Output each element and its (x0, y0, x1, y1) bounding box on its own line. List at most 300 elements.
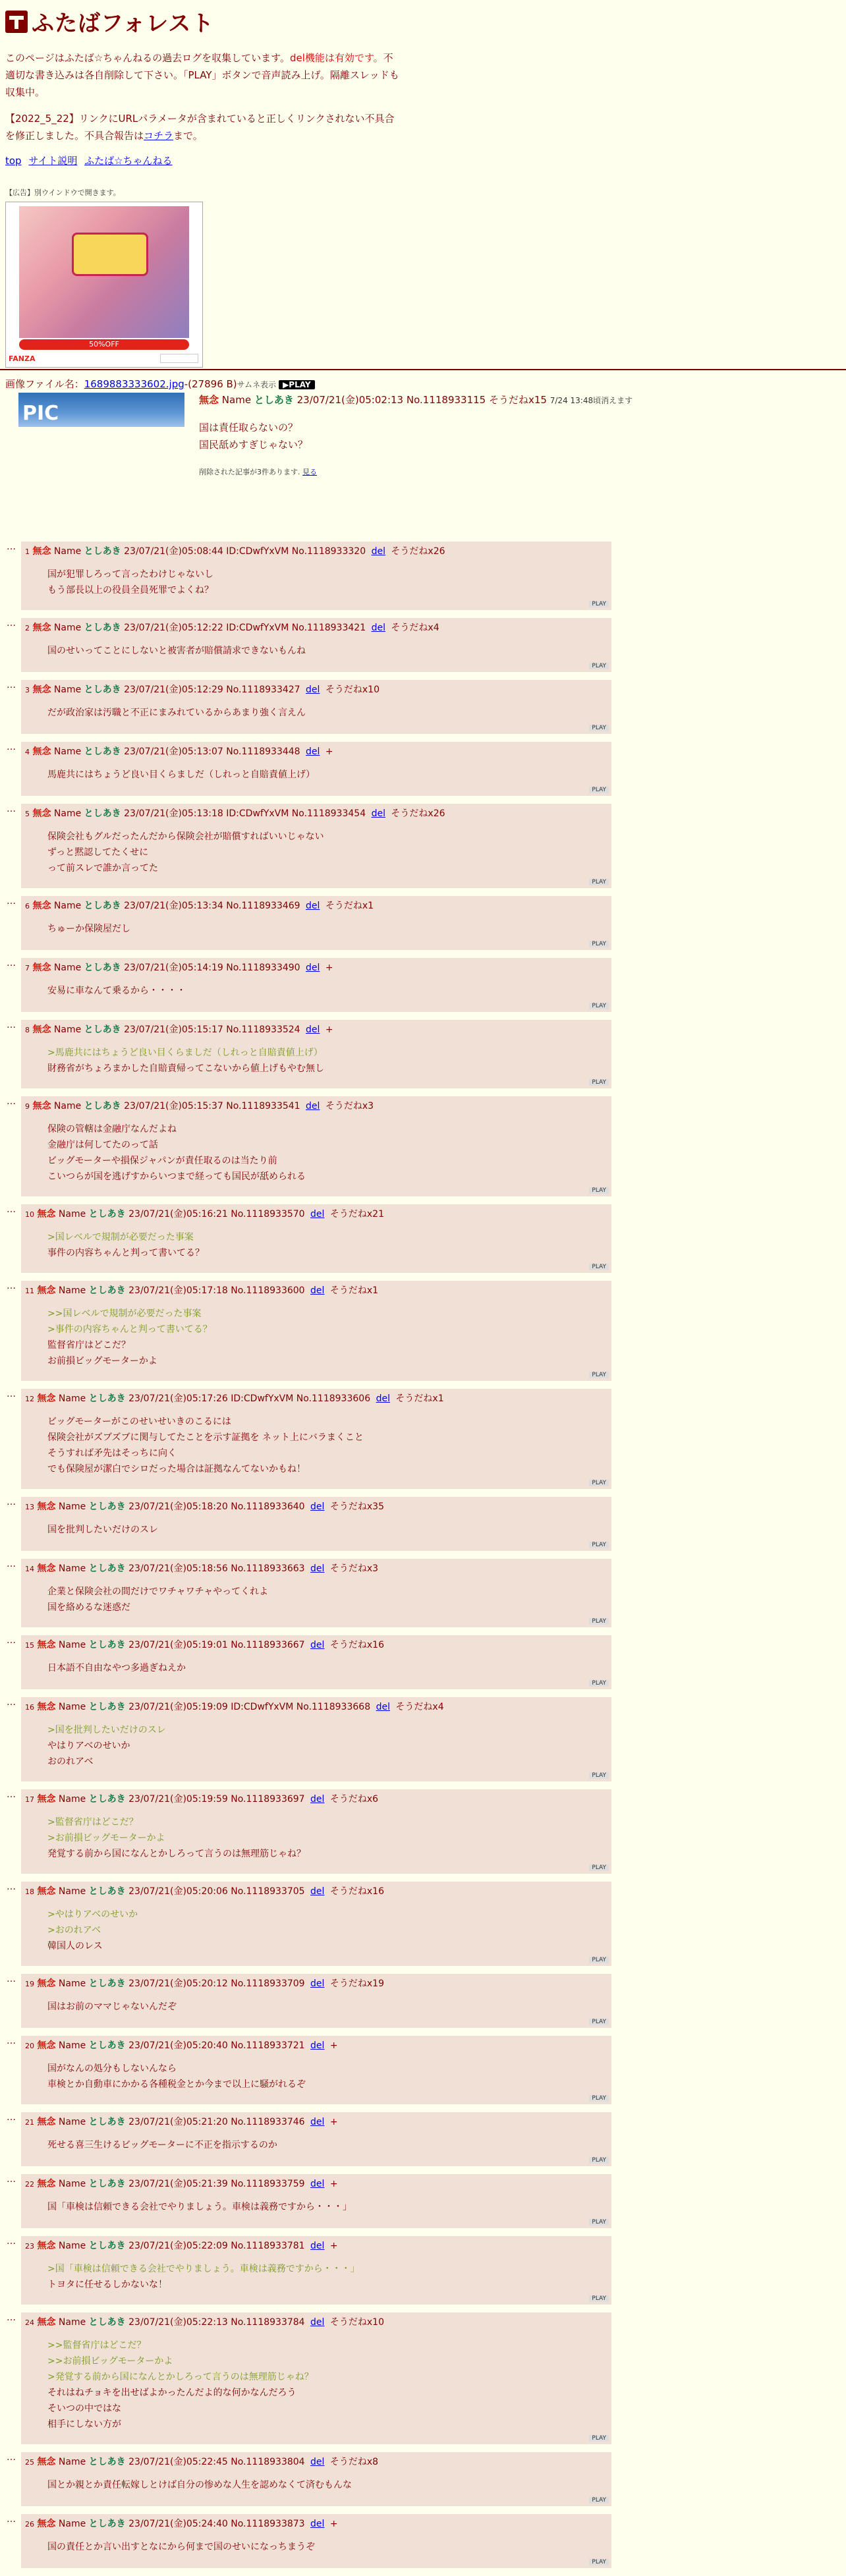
soudane-button[interactable]: そうだねx16 (329, 1640, 384, 1650)
reply-post (7, 958, 611, 1012)
reply-list (5, 542, 611, 2576)
op-line: 国民舐めすぎじゃない？ (199, 439, 308, 451)
reply-subject: 無念 (32, 1101, 51, 1111)
image-file-link[interactable]: 1689883333602.jpg (84, 378, 184, 390)
reply-index: 7 (25, 964, 30, 972)
reply-post-number[interactable]: No.1118933454 (291, 808, 366, 819)
reply-menu-icon[interactable]: … (7, 1389, 16, 1399)
reply-subject: 無念 (37, 2317, 56, 2328)
reply-play-button[interactable]: PLAY (589, 2497, 609, 2504)
reply-menu-icon[interactable]: … (7, 1020, 16, 1030)
reply-play-button[interactable]: PLAY (589, 663, 609, 669)
intro-text: このページはふたば☆ちゃんねるの過去ログを収集しています。 (5, 52, 290, 64)
reply-menu-icon[interactable]: … (7, 1559, 16, 1569)
soudane-button[interactable]: そうだねx21 (329, 1209, 384, 1219)
site-title[interactable]: ふたばフォレスト (32, 11, 215, 37)
reply-post-number[interactable]: No.1118933721 (231, 2040, 305, 2051)
reply-menu-icon[interactable]: … (7, 2174, 16, 2185)
reply-name: としあき (84, 685, 121, 695)
thumb-note: サムネ表示 (237, 380, 277, 389)
reply-name: としあき (84, 1024, 121, 1035)
report-link[interactable]: コチラ (144, 130, 174, 142)
reply-post (7, 2312, 611, 2444)
soudane-button[interactable]: そうだねx35 (329, 1501, 384, 1512)
reply-play-button[interactable]: PLAY (589, 879, 609, 885)
reply-menu-icon[interactable]: … (7, 2236, 16, 2247)
reply-line: 企業と保険会社の間だけでワチャワチャやってくれよ (47, 1586, 269, 1597)
del-link[interactable]: del (306, 685, 320, 695)
reply-play-button[interactable]: PLAY (589, 1772, 609, 1779)
reply-index: 16 (25, 1703, 34, 1712)
soudane-button[interactable]: + (329, 2519, 338, 2529)
reply-post (7, 1281, 611, 1381)
reply-play-button[interactable]: PLAY (589, 787, 609, 793)
reply-meta (25, 2115, 606, 2128)
reply-name: としあき (84, 546, 121, 557)
quoted-line: >事件の内容ちゃんと判って書いてる？ (47, 1324, 212, 1335)
reply-datetime: 23/07/21(金)05:21:20 (128, 2117, 228, 2127)
reply-subject: 無念 (37, 2117, 56, 2127)
reply-post-number[interactable]: No.1118933663 (231, 1563, 305, 1574)
reply-subject: 無念 (37, 1640, 56, 1650)
reply-name-label: Name (53, 1024, 82, 1035)
soudane-button[interactable]: + (329, 2040, 338, 2051)
reply-meta (25, 1099, 606, 1112)
reply-datetime: 23/07/21(金)05:19:09 (128, 1702, 228, 1712)
reply-play-button[interactable]: PLAY (589, 1680, 609, 1687)
reply-name-label: Name (53, 685, 82, 695)
soudane-button[interactable]: + (329, 2241, 338, 2251)
reply-line: それはねチョキを出せばよかったんだよ的な何かなんだろう (47, 2388, 296, 2398)
ad-banner[interactable] (5, 202, 203, 368)
reply-post-number[interactable]: No.1118933784 (231, 2317, 305, 2328)
reply-meta (25, 621, 606, 634)
soudane-button[interactable]: + (325, 963, 333, 973)
image-file-label: 画像ファイル名： (5, 378, 84, 390)
reply-line: 事件の内容ちゃんと判って書いてる？ (47, 1248, 204, 1258)
reply-name-label: Name (58, 2179, 86, 2189)
reply-body (47, 2477, 606, 2493)
reply-line: 国が犯罪しろって言ったわけじゃないし (47, 569, 213, 580)
reply-post-number[interactable]: No.1118933448 (226, 746, 300, 757)
soudane-button[interactable]: そうだねx10 (325, 685, 380, 695)
del-link[interactable]: del (306, 1101, 320, 1111)
reply-post (7, 742, 611, 796)
reply-name: としあき (88, 1285, 126, 1296)
reply-menu-icon[interactable]: … (7, 1204, 16, 1215)
reply-datetime: 23/07/21(金)05:18:56 (128, 1563, 228, 1574)
reply-datetime: 23/07/21(金)05:15:17 (124, 1024, 223, 1035)
reply-line: そいつの中ではな (47, 2403, 121, 2414)
futaba-link[interactable]: ふたば☆ちゃんねる (84, 155, 173, 167)
soudane-button[interactable]: そうだねx4 (395, 1702, 444, 1712)
reply-subject: 無念 (37, 1501, 56, 1512)
reply-name-label: Name (58, 1209, 86, 1219)
soudane-button[interactable]: そうだねx4 (391, 623, 439, 633)
reply-index: 5 (25, 810, 30, 818)
del-link[interactable]: del (310, 2117, 325, 2127)
reply-menu-icon[interactable]: … (7, 2514, 16, 2525)
del-link[interactable]: del (371, 623, 385, 633)
reply-index: 25 (25, 2458, 34, 2467)
del-link[interactable]: del (310, 1563, 325, 1574)
reply-play-button[interactable]: PLAY (589, 601, 609, 607)
reply-post (7, 2174, 611, 2228)
reply-play-button[interactable]: PLAY (589, 2559, 609, 2565)
reply-menu-icon[interactable]: … (7, 1281, 16, 1291)
reply-body (47, 1522, 606, 1538)
del-link[interactable]: del (371, 546, 385, 557)
soudane-button[interactable]: + (325, 1024, 333, 1035)
reply-meta (25, 2455, 606, 2468)
del-link[interactable]: del (306, 1024, 320, 1035)
reply-play-button[interactable]: PLAY (589, 1480, 609, 1486)
reply-post (7, 1882, 611, 1966)
reply-menu-icon[interactable]: … (7, 2036, 16, 2046)
reply-line: 国のせいってことにしないと被害者が賠償請求できないもんね (47, 646, 306, 656)
del-link[interactable]: del (310, 1285, 325, 1296)
reply-body (47, 1584, 606, 1615)
reply-menu-icon[interactable]: … (7, 542, 16, 552)
reply-post (7, 1389, 611, 1489)
del-link[interactable]: del (310, 1794, 325, 1805)
reply-menu-icon[interactable]: … (7, 1697, 16, 1708)
reply-datetime: 23/07/21(金)05:08:44 (124, 546, 223, 557)
soudane-button[interactable]: そうだねx16 (329, 1886, 384, 1897)
reply-play-button[interactable]: PLAY (589, 1372, 609, 1378)
reply-index: 24 (25, 2318, 34, 2327)
del-link[interactable]: del (376, 1702, 390, 1712)
reply-index: 26 (25, 2520, 34, 2529)
reply-name: としあき (88, 1640, 126, 1650)
soudane-button[interactable]: そうだねx1 (329, 1285, 379, 1296)
reply-body (47, 983, 606, 999)
reply-name-label: Name (58, 1501, 86, 1512)
reply-post-number[interactable]: No.1118933804 (231, 2457, 305, 2467)
quoted-line: >お前損ビッグモーターかよ (47, 1833, 165, 1843)
del-link[interactable]: del (310, 2040, 325, 2051)
reply-post-number[interactable]: No.1118933746 (231, 2117, 305, 2127)
reply-menu-icon[interactable]: … (7, 2112, 16, 2123)
reply-menu-icon[interactable]: … (7, 1789, 16, 1800)
reply-index: 3 (25, 686, 30, 694)
soudane-button[interactable]: そうだねx10 (329, 2317, 384, 2328)
reply-datetime: 23/07/21(金)05:13:34 (124, 901, 223, 911)
reply-meta (25, 2038, 606, 2052)
divider (0, 369, 846, 370)
reply-post-number[interactable]: No.1118933570 (231, 1209, 305, 1219)
reply-post-number[interactable]: No.1118933759 (231, 2179, 305, 2189)
reply-post-number[interactable]: No.1118933667 (231, 1640, 305, 1650)
reply-body (47, 705, 606, 721)
reply-post-number[interactable]: No.1118933709 (231, 1978, 305, 1989)
reply-line: 馬鹿共にはちょうど良い目くらましだ（しれっと自賠責値上げ） (47, 770, 315, 780)
soudane-button[interactable]: そうだねx26 (391, 546, 445, 557)
reply-index: 6 (25, 902, 30, 910)
reply-post-number[interactable]: No.1118933873 (231, 2519, 305, 2529)
reply-post-number[interactable]: No.1118933524 (226, 1024, 300, 1035)
op-soudane-button[interactable]: そうだねx15 (489, 394, 547, 406)
reply-post (7, 680, 611, 734)
ad-discount[interactable]: 50%OFF (19, 339, 189, 350)
del-link[interactable]: del (310, 1886, 325, 1897)
reply-subject: 無念 (32, 963, 51, 973)
top-link[interactable]: top (5, 155, 22, 167)
soudane-button[interactable]: + (325, 746, 333, 757)
reply-menu-icon[interactable]: … (7, 958, 16, 968)
reply-post-number[interactable]: No.1118933697 (231, 1794, 305, 1805)
reply-name: としあき (88, 1702, 126, 1712)
reply-post-number[interactable]: No.1118933490 (226, 963, 300, 973)
del-link[interactable]: del (310, 1501, 325, 1512)
del-link[interactable]: del (306, 963, 320, 973)
del-link[interactable]: del (371, 808, 385, 819)
soudane-button[interactable]: そうだねx1 (395, 1393, 444, 1404)
reply-post (7, 1789, 611, 1874)
reply-body (47, 1660, 606, 1676)
soudane-button[interactable]: そうだねx19 (329, 1978, 384, 1989)
reply-subject: 無念 (37, 2179, 56, 2189)
reply-line: こいつらが国を逃げすからいつまで経っても国民が舐められる (47, 1171, 306, 1182)
quoted-line: >国を批判したいだけのスレ (47, 1725, 166, 1735)
soudane-button[interactable]: そうだねx26 (391, 808, 445, 819)
reply-body (47, 643, 606, 659)
reply-post (7, 2236, 611, 2305)
soudane-button[interactable]: そうだねx3 (329, 1563, 379, 1574)
reply-subject: 無念 (37, 1393, 56, 1404)
quoted-line: >やはりアベのせいか (47, 1909, 138, 1920)
reply-index: 21 (25, 2118, 34, 2127)
del-link[interactable]: del (310, 1209, 325, 1219)
reply-id: ID:CDwfYxVM (231, 1393, 294, 1404)
thread-op (5, 377, 842, 476)
intro-del-notice: del機能は有効です。 (289, 52, 383, 64)
reply-name-label: Name (58, 1285, 86, 1296)
reply-subject: 無念 (37, 1285, 56, 1296)
reply-menu-icon[interactable]: … (7, 2312, 16, 2323)
op-line: 国は責任取らないの？ (199, 422, 298, 434)
reply-name-label: Name (58, 1794, 86, 1805)
reply-body (47, 921, 606, 937)
ad-brand-logo[interactable]: FANZA (9, 354, 36, 363)
reply-play-button[interactable]: PLAY (589, 1079, 609, 1086)
reply-menu-icon[interactable]: … (7, 1882, 16, 1892)
site-info-link[interactable]: サイト説明 (28, 155, 78, 167)
reply-post-number[interactable]: No.1118933421 (291, 623, 366, 633)
reply-name: としあき (84, 746, 121, 757)
reply-post (7, 1559, 611, 1627)
reply-subject: 無念 (37, 2241, 56, 2251)
reply-play-button[interactable]: PLAY (589, 2095, 609, 2102)
reply-post-number[interactable]: No.1118933427 (226, 685, 300, 695)
reply-body (47, 1045, 606, 1077)
reply-datetime: 23/07/21(金)05:20:40 (128, 2040, 228, 2051)
del-link[interactable]: del (306, 901, 320, 911)
reply-name-label: Name (58, 1563, 86, 1574)
reply-play-button[interactable]: PLAY (589, 1003, 609, 1009)
reply-post-number[interactable]: No.1118933705 (231, 1886, 305, 1897)
quoted-line: >おのれアベ (47, 1925, 101, 1936)
soudane-button[interactable]: そうだねx1 (325, 901, 374, 911)
reply-menu-icon[interactable]: … (7, 618, 16, 629)
thumb-text: PIC (22, 402, 59, 425)
reply-datetime: 23/07/21(金)05:22:45 (128, 2457, 228, 2467)
reply-menu-icon[interactable]: … (7, 680, 16, 690)
ad-caption: 【広告】別ウインドウで開きます。 (5, 188, 121, 197)
reply-menu-icon[interactable]: … (7, 804, 16, 814)
reply-line: 日本語不自由なやつ多過ぎねえか (47, 1663, 186, 1673)
reply-line: 安易に車なんて乗るから・・・・ (47, 986, 186, 996)
quoted-line: >国レベルで規制が必要だった事案 (47, 1232, 194, 1243)
soudane-button[interactable]: + (329, 2179, 338, 2189)
reply-post-number[interactable]: No.1118933469 (226, 901, 300, 911)
reply-meta (25, 961, 606, 974)
reply-menu-icon[interactable]: … (7, 1974, 16, 1984)
reply-line: 金融庁は何してたのって話 (47, 1140, 158, 1150)
reply-line: 国を批判したいだけのスレ (47, 1525, 158, 1535)
reply-menu-icon[interactable]: … (7, 1096, 16, 1107)
site-logo-icon[interactable] (5, 11, 28, 33)
quoted-line: >国「車検は信頼できる会社でやりましょう。車検は義務ですから・・・」 (47, 2264, 360, 2274)
reply-datetime: 23/07/21(金)05:22:09 (128, 2241, 228, 2251)
reply-datetime: 23/07/21(金)05:14:19 (124, 963, 223, 973)
reply-menu-icon[interactable]: … (7, 1635, 16, 1646)
op-thumbnail[interactable] (18, 393, 184, 427)
op-play-button[interactable]: ▶PLAY (279, 380, 315, 389)
reply-meta (25, 2177, 606, 2190)
reply-name-label: Name (58, 1978, 86, 1989)
del-link[interactable]: del (310, 2241, 325, 2251)
soudane-button[interactable]: + (329, 2117, 338, 2127)
reply-body (47, 2261, 606, 2293)
reply-post (7, 896, 611, 950)
reply-index: 2 (25, 624, 30, 632)
reply-play-button[interactable]: PLAY (589, 1864, 609, 1871)
reply-name-label: Name (53, 546, 82, 557)
reply-meta (25, 2517, 606, 2530)
reply-post-number[interactable]: No.1118933668 (296, 1702, 371, 1712)
reply-line: だが政治家は汚職と不正にまみれているからあまり強く言えん (47, 708, 306, 718)
reply-play-button[interactable]: PLAY (589, 1542, 609, 1548)
op-post-number[interactable]: No.1118933115 (406, 394, 486, 406)
reply-post (7, 2036, 611, 2104)
reply-menu-icon[interactable]: … (7, 896, 16, 907)
reply-play-button[interactable]: PLAY (589, 941, 609, 947)
reply-post-number[interactable]: No.1118933320 (291, 546, 366, 557)
reply-line: 国「車検は信頼できる会社でやりましょう。車検は義務ですから・・・」 (47, 2202, 352, 2212)
reply-line: 発覚する前から国になんとかしろって言うのは無理筋じゃね？ (47, 1849, 306, 1859)
reply-name: としあき (88, 1393, 126, 1404)
reply-play-button[interactable]: PLAY (589, 2219, 609, 2226)
reply-datetime: 23/07/21(金)05:19:01 (128, 1640, 228, 1650)
nav-links (5, 154, 401, 167)
reply-datetime: 23/07/21(金)05:20:12 (128, 1978, 228, 1989)
reply-datetime: 23/07/21(金)05:12:22 (124, 623, 223, 633)
ad-controls[interactable] (160, 354, 198, 363)
reply-name-label: Name (53, 623, 82, 633)
soudane-button[interactable]: そうだねx6 (329, 1794, 379, 1805)
reply-datetime: 23/07/21(金)05:16:21 (128, 1209, 228, 1219)
reply-body (47, 2137, 606, 2153)
reply-body (47, 767, 606, 783)
del-link[interactable]: del (310, 2317, 325, 2328)
reply-play-button[interactable]: PLAY (589, 725, 609, 731)
reply-post-number[interactable]: No.1118933541 (226, 1101, 300, 1111)
reply-play-button[interactable]: PLAY (589, 1264, 609, 1270)
reply-play-button[interactable]: PLAY (589, 1618, 609, 1625)
site-header (5, 0, 401, 368)
reply-datetime: 23/07/21(金)05:21:39 (128, 2179, 228, 2189)
del-link[interactable]: del (310, 1978, 325, 1989)
reply-post-number[interactable]: No.1118933640 (231, 1501, 305, 1512)
reply-body (47, 1121, 606, 1185)
reply-play-button[interactable]: PLAY (589, 2019, 609, 2025)
del-link[interactable]: del (310, 2519, 325, 2529)
reply-datetime: 23/07/21(金)05:20:06 (128, 1886, 228, 1897)
reply-play-button[interactable]: PLAY (589, 2295, 609, 2302)
reply-index: 14 (25, 1565, 34, 1573)
reply-index: 4 (25, 748, 30, 756)
reply-play-button[interactable]: PLAY (589, 2435, 609, 2442)
reply-name: としあき (88, 2117, 126, 2127)
del-link[interactable]: del (376, 1393, 390, 1404)
reply-play-button[interactable]: PLAY (589, 2157, 609, 2164)
reply-menu-icon[interactable]: … (7, 2452, 16, 2463)
reply-name-label: Name (58, 1886, 86, 1897)
del-link[interactable]: del (310, 2457, 325, 2467)
reply-name-label: Name (53, 901, 82, 911)
reply-post-number[interactable]: No.1118933781 (231, 2241, 305, 2251)
reply-index: 15 (25, 1641, 34, 1650)
reply-id: ID:CDwfYxVM (226, 623, 289, 633)
reply-line: 国とか親とか責任転嫁しとけば自分の惨めな人生を認めなくて済むもんな (47, 2480, 352, 2490)
reply-line: お前損ビッグモーターかよ (47, 1356, 157, 1366)
reply-subject: 無念 (37, 1978, 56, 1989)
soudane-button[interactable]: そうだねx8 (329, 2457, 379, 2467)
soudane-button[interactable]: そうだねx3 (325, 1101, 374, 1111)
reply-play-button[interactable]: PLAY (589, 1187, 609, 1194)
notice-text: 【2022_5_22】リンクにURLパラメータが含まれていると正しくリンクされない不具合を修正しました。不具合報告は (5, 113, 395, 142)
reply-body (47, 1907, 606, 1954)
reply-name-label: Name (58, 2317, 86, 2328)
reply-meta (25, 744, 606, 758)
reply-line: って前スレで誰か言ってた (47, 863, 158, 874)
show-deleted-link[interactable]: 見る (302, 468, 317, 476)
reply-line: ビッグモーターがこのせいせいきのこるには (47, 1416, 231, 1427)
reply-index: 11 (25, 1287, 34, 1295)
del-link[interactable]: del (310, 2179, 325, 2189)
reply-post-number[interactable]: No.1118933600 (231, 1285, 305, 1296)
reply-name-label: Name (58, 2040, 86, 2051)
deleted-note-text: 削除された記事が3件あります. (199, 468, 300, 476)
reply-meta (25, 806, 606, 820)
reply-datetime: 23/07/21(金)05:18:20 (128, 1501, 228, 1512)
del-link[interactable]: del (310, 1640, 325, 1650)
reply-subject: 無念 (37, 2519, 56, 2529)
reply-menu-icon[interactable]: … (7, 1497, 16, 1507)
reply-name: としあき (88, 2519, 126, 2529)
reply-post (7, 2452, 611, 2506)
ad-badge (72, 233, 148, 276)
reply-body (47, 1722, 606, 1770)
reply-post-number[interactable]: No.1118933606 (296, 1393, 371, 1404)
reply-subject: 無念 (37, 1209, 56, 1219)
reply-name: としあき (88, 2179, 126, 2189)
ad-image[interactable] (19, 206, 189, 338)
reply-menu-icon[interactable]: … (7, 742, 16, 752)
del-link[interactable]: del (306, 746, 320, 757)
reply-play-button[interactable]: PLAY (589, 1957, 609, 1963)
